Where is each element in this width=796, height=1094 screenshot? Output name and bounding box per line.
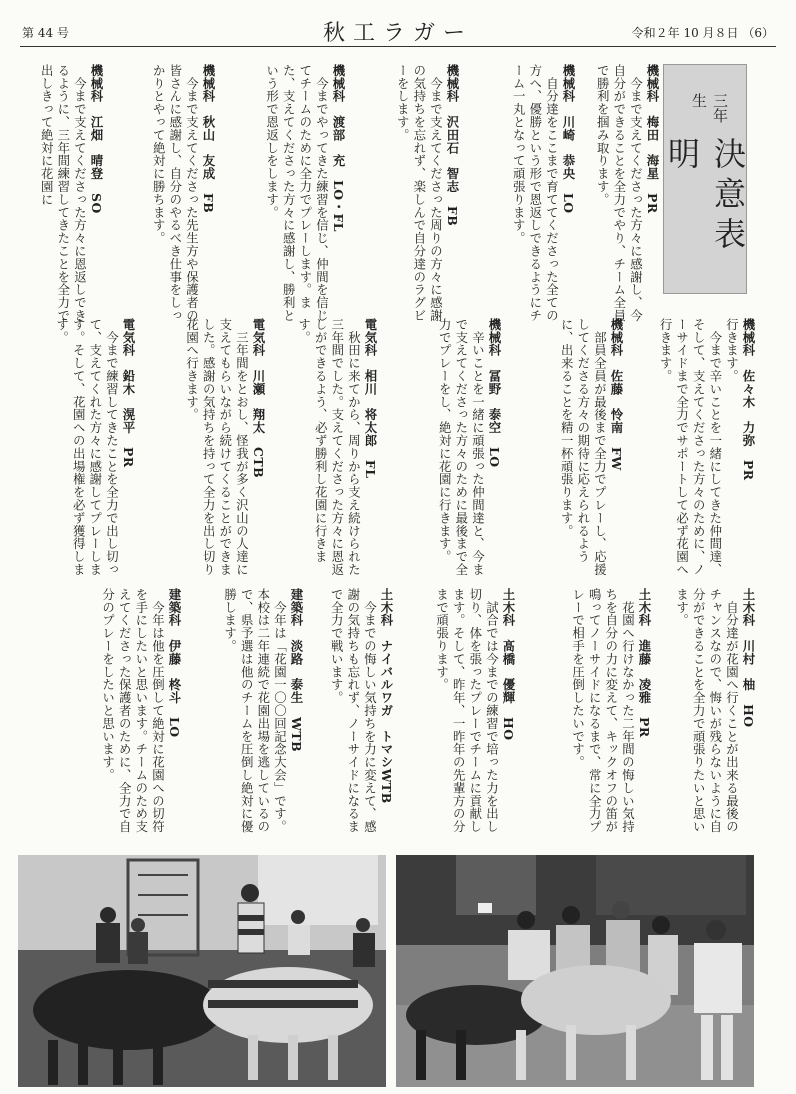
- article-byline: 土木科 髙橋 優輝 HO: [501, 588, 516, 741]
- article-umeda: [580, 64, 660, 334]
- article-text: 三年間をとおし、怪我が多く沢山の人達に支えてもらいながら続けてくることができました。感謝の気持ちを持って全力を出し切り花園へ行きます。: [184, 318, 250, 576]
- article-tomino: [382, 318, 502, 580]
- article-byline: 土木科 進藤 凌雅 PR: [637, 588, 652, 738]
- article-byline: 機械科 川崎 恭央 LO: [561, 64, 576, 214]
- issue-date: [632, 24, 774, 41]
- article-ebata: [20, 64, 104, 334]
- article-text: 今まで支えてくださった方々に感謝し、今自分ができることを全力でやり、チーム全員で勝利を掴み取ります。: [595, 64, 644, 322]
- article-text: 今まで支えてくださった周りの方々に感謝の気持ちを忘れず、楽しんで自分達のラグビーをします。: [395, 64, 444, 322]
- article-text: 試合では今までの練習で培った力を出し切り、体を張ったプレーでチームに貢献します。そして、昨年、一昨年の先輩方の分まで頑張ります。: [434, 588, 500, 834]
- article-text: 今までやってきた練習を信じ、仲間を信じてチームのために全力でプレーします。また、支えてくださった方々に感謝し、勝利という形で恩返しをします。: [264, 64, 330, 322]
- article-text: 今までの悔しい気持ちを力に変えて、感謝の気持ちも忘れず、ノーサイドになるまで全力で戦います。: [329, 588, 378, 834]
- article-text: 自分達が花園へ行くことが出来る最後のチャンスなので、悔いが残らないように自分ができることを全力で頑張りたいと思います。: [674, 588, 740, 834]
- article-byline: 土木科 川村 柚 HO: [741, 588, 756, 728]
- article-text: 自分達をここまで育ててくださった全ての方へ、優勝という形で恩返しできるようにチーム一丸となって頑張ります。: [511, 64, 560, 322]
- article-sasaki: [628, 318, 756, 580]
- article-shindo: [520, 588, 652, 838]
- article-byline: 機械科 佐々木 力弥 PR: [741, 318, 756, 481]
- issue-number: 第 44 号: [22, 26, 69, 40]
- article-text: 辛いことを一緒に頑張った仲間達と、今まで支えてくださった方々のために最後まで全力でプレーをし、絶対に花園に行きます。: [437, 318, 486, 576]
- scrum-photo-left: [18, 855, 386, 1087]
- article-namariki: [20, 318, 136, 580]
- article-byline: 電気科 鉛木 滉平 PR: [121, 318, 136, 468]
- article-byline: 機械科 江畑 晴登 SO: [89, 64, 104, 214]
- article-text: 今年は他を圧倒して絶対に花園への切符を手にしたいと思います。チームのため支えてくださった保護者のために、全力で自分のプレーをしたいと思います。: [100, 588, 166, 834]
- article-awaji: [186, 588, 304, 838]
- article-byline: 建築科 淡路 泰生 WTB: [289, 588, 304, 753]
- article-byline: 機械科 沢田石 智志 FB: [445, 64, 460, 227]
- article-text: 秋田に来てから、周りから支え続けられた三年間でした。支えてくださった方々に恩返しができるよう、必ず勝利し花園に行きます。: [296, 318, 362, 576]
- article-kawase: [140, 318, 266, 580]
- article-byline: 機械科 冨野 泰空 LO: [487, 318, 502, 468]
- article-byline: 土木科 ナイバルワガ トマシWTB: [379, 588, 394, 804]
- article-kawasaki: [468, 64, 576, 334]
- article-text: 花園へ行けなかった二年間の悔しい気持ちを自分の力に変えて、キックオフの笛が鳴ってノーサイドになるまで、常に全力プレーで相手を圧倒したいです。: [570, 588, 636, 834]
- article-text: 今年は「花園一〇〇回記念大会」です。本校は二年連続で花園出場を逃しているので、県予選は他のチームを圧倒し絶対に優勝します。: [222, 588, 288, 834]
- article-text: 今まで練習してきたことを全力で出し切って、支えてくれた方々に感謝してプレーします。そして、花園への出場権を必ず獲得します。: [54, 318, 120, 576]
- article-byline: 機械科 秋山 友成 FB: [201, 64, 216, 214]
- newsletter-title: 秋工ラガー: [322, 21, 473, 46]
- article-byline: 建築科 伊藤 柊斗 LO: [167, 588, 182, 738]
- article-text: 今まで支えてくださった先生方や保護者の皆さんに感謝し、自分のやるべき仕事をしっかりとやって絶対に勝ちます。: [151, 64, 200, 322]
- article-text: 部員全員が最後まで全力でプレーし、応援してくださる方々の期待に応えられるように、出来ることを精一杯頑張ります。: [559, 318, 608, 576]
- article-naibaruwaga: [308, 588, 394, 838]
- article-byline: 機械科 佐藤 怜南 FW: [609, 318, 624, 471]
- article-aikawa: [270, 318, 378, 580]
- article-byline: 機械科 渡部 充 LO・FL: [331, 64, 346, 233]
- article-text: 行きます。 今まで辛いことを一緒にしてきた仲間達、そして、支えてくださった方々のために、ノーサイドまで全力でサポートして必ず花園へ行きます。: [658, 318, 740, 576]
- article-text: 今まで支えてくださった方々に恩返しできるように、三年間練習してきたことを全力で出しきって絶対に花園に: [39, 64, 88, 322]
- article-ito: [56, 588, 182, 838]
- article-byline: 電気科 相川 将太郎 FL: [363, 318, 378, 479]
- article-akiyama: [106, 64, 216, 334]
- feature-subtitle: 三年生: [690, 93, 729, 123]
- article-kawamura: [656, 588, 756, 838]
- date-text: 令和２年 10 月８日: [631, 26, 739, 40]
- article-byline: 機械科 梅田 海星 PR: [645, 64, 660, 214]
- article-sato: [506, 318, 624, 580]
- header-rule: [20, 46, 776, 47]
- scrum-photo-right: [396, 855, 754, 1087]
- article-watanabe: [222, 64, 346, 334]
- article-sawadaishi: [352, 64, 460, 334]
- page-number: （6）: [742, 26, 774, 40]
- feature-title: 決意表明: [663, 137, 747, 258]
- article-takahashi: [398, 588, 516, 838]
- article-byline: 電気科 川瀬 翔太 CTB: [251, 318, 266, 479]
- feature-title-box: [663, 64, 747, 294]
